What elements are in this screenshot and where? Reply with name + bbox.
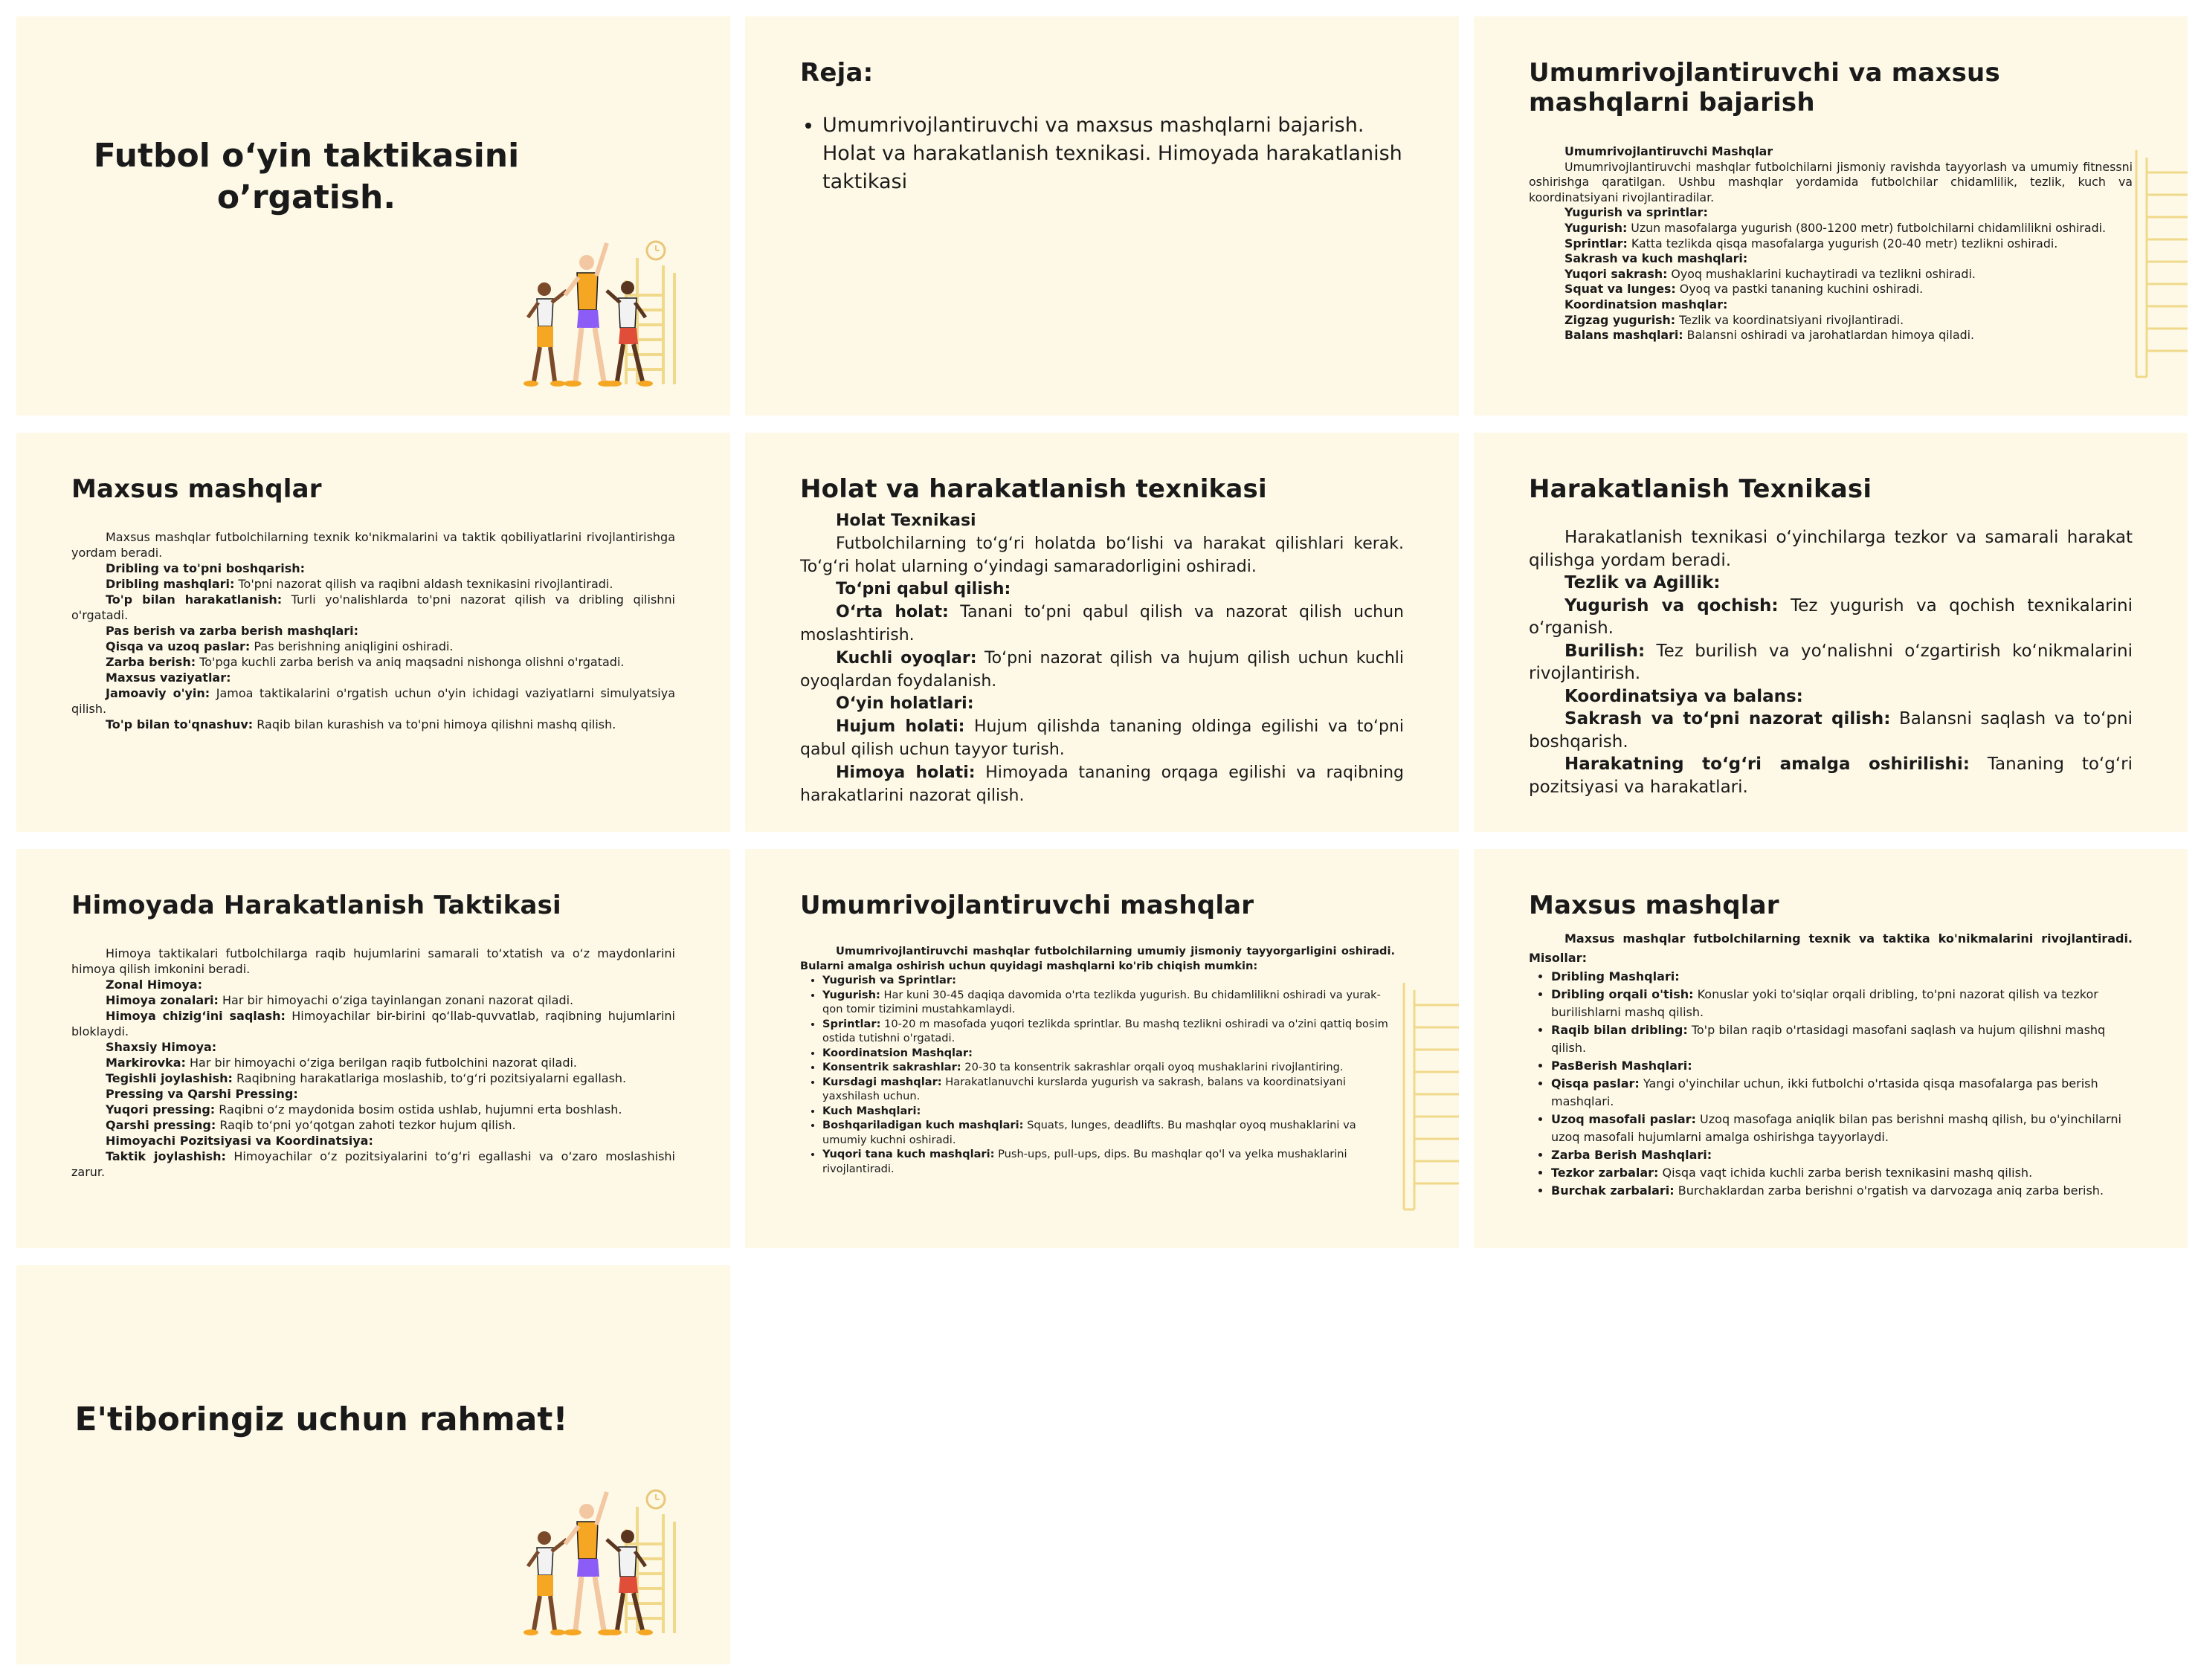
text-line: Sakrash va to‘pni nazorat qilish: Balansni saqlash va to‘pni boshqarish.	[1529, 709, 2133, 752]
wall-bars-icon	[1399, 983, 1459, 1213]
exercise-list	[800, 973, 1395, 1176]
slide-body	[1529, 929, 2133, 1200]
text-line: Balans mashqlari: Balansni oshiradi va jarohatlardan himoya qiladi.	[1564, 328, 1975, 343]
slide-body	[800, 510, 1404, 807]
slide-5	[745, 433, 1459, 832]
slide-4	[16, 433, 730, 832]
text-line: Umumrivojlantiruvchi Mashqlar	[1564, 144, 1773, 158]
text-line: Yugurish va qochish: Tez yugurish va qochish texnikalarini o‘rganish.	[1529, 595, 2133, 638]
text-line: Taktik joylashish: Himoyachilar o‘z pozitsiyalarini to‘g‘ri egallashi va o‘zaro moslashishi zarur.	[71, 1149, 676, 1179]
slide-8	[745, 849, 1459, 1248]
text-line: Koordinatsiya va balans:	[1564, 686, 1803, 706]
text-line: Tezlik va Agillik:	[1564, 573, 1721, 592]
list-item: • PasBerish Mashqlari:	[1551, 1057, 2133, 1075]
text-line: Himoya chizig‘ini saqlash: Himoyachilar bir-birini qo‘llab-quvvatlab, raqibning hujumlarini bloklaydi.	[71, 1009, 675, 1038]
slide-title: Futbol o‘yin taktikasini o’rgatish.	[93, 137, 520, 216]
text-line: Zarba berish: To'pga kuchli zarba berish va aniq maqsadni nishonga olishni o'rgatadi.	[106, 655, 625, 669]
slide-title: Maxsus mashqlar	[1529, 891, 1779, 920]
slide-6	[1474, 433, 2188, 832]
list-item: • Kursdagi mashqlar: Harakatlanuvchi kurslarda yugurish va sakrash, balans va koordinatsiyani yaxshilash uchun.	[822, 1075, 1395, 1104]
list-item: • Yugurish va Sprintlar:	[822, 973, 1395, 988]
text-line: Squat va lunges: Oyoq va pastki tananing kuchini oshiradi.	[1564, 282, 1924, 297]
text-line: To'p bilan to'qnashuv: Raqib bilan kurashish va to'pni himoya qilishni mashq qilish.	[106, 717, 616, 731]
text-line: Yugurish: Uzun masofalarga yugurish (800-1200 metr) futbolchilarni chidamlilikni oshiradi.	[1564, 220, 2107, 235]
slide-2	[745, 16, 1459, 416]
list-item: • Kuch Mashqlari:	[822, 1104, 1395, 1119]
text-line: O‘rta holat: Tanani to‘pni qabul qilish va nazorat qilish uchun moslashtirish.	[800, 603, 1404, 644]
slide-body	[1529, 526, 2133, 798]
text-line: Markirovka: Har bir himoyachi o‘ziga berilgan raqib futbolchini nazorat qiladi.	[106, 1056, 577, 1070]
list-item: • Konsentrik sakrashlar: 20-30 ta konsentrik sakrashlar orqali oyoq mushaklarini rivojlantiring.	[822, 1060, 1395, 1075]
text-line: Dribling va to'pni boshqarish:	[106, 561, 306, 575]
list-item: • Burchak zarbalari: Burchaklardan zarba berishni o'rgatish va darvozaga aniq zarba berish.	[1551, 1182, 2133, 1200]
list-item: • Sprintlar: 10-20 m masofada yuqori tezlikda sprintlar. Bu mashq tezlikni oshiradi va o'zini qattiq bosim ostida tutishni o'rgatadi.	[822, 1017, 1395, 1046]
text-line: Maxsus vaziyatlar:	[106, 671, 231, 685]
text-line: Futbolchilarning to‘g‘ri holatda bo‘lishi va harakat qilishlari kerak. To‘g‘ri holat ularning o‘yindagi samaradorligini oshiradi.	[800, 534, 1404, 576]
text-line: Yugurish va sprintlar:	[1564, 205, 1708, 220]
slide-title: Maxsus mashqlar	[71, 474, 322, 504]
text-line: Yuqori sakrash: Oyoq mushaklarini kuchaytiradi va tezlikni oshiradi.	[1564, 266, 1976, 281]
slide-title: Holat va harakatlanish texnikasi	[800, 474, 1267, 504]
text-line: Qarshi pressing: Raqib to‘pni yo‘qotgan zahoti tezkor hujum qilish.	[106, 1118, 516, 1132]
list-item: • Boshqariladigan kuch mashqlari: Squats, lunges, deadlifts. Bu mashqlar oyoq mushaklarini va umumiy kuchni oshiradi.	[822, 1118, 1395, 1147]
text-line: Tegishli joylashish: Raqibning harakatlariga moslashib, to‘g‘ri pozitsiyalarni egallash.	[106, 1071, 627, 1085]
list-item: • Uzoq masofali paslar: Uzoq masofaga aniqlik bilan pas berishni mashq qilish, bu o'yinchilarni uzoq masofali hujumlarni amalga oshirishga tayyorlaydi.	[1551, 1111, 2133, 1146]
text-line: Himoya holati: Himoyada tananing orqaga egilishi va raqibning harakatlarini nazorat qilish.	[800, 763, 1404, 805]
people-exercising-illustration	[515, 236, 693, 392]
text-line: Harakatlanish texnikasi o‘yinchilarga tezkor va samarali harakat qilishga yordam beradi.	[1529, 528, 2133, 570]
text-line: Koordinatsion mashqlar:	[1564, 297, 1728, 311]
slide-body	[1529, 144, 2133, 343]
text-line: Himoya zonalari: Har bir himoyachi o‘ziga tayinlangan zonani nazorat qiladi.	[106, 993, 574, 1007]
exercise-list	[1529, 968, 2133, 1200]
slide-title: Harakatlanish Texnikasi	[1529, 474, 1872, 504]
slide-title: Umumrivojlantiruvchi mashqlar	[800, 891, 1254, 920]
text-line: Hujum holati: Hujum qilishda tananing oldinga egilishi va to‘pni qabul qilish uchun tayyor turish.	[800, 717, 1404, 759]
slide-3	[1474, 16, 2188, 416]
list-item: • Raqib bilan dribling: To'p bilan raqib o'rtasidagi masofani saqlash va hujum qilishni mashq qilish.	[1551, 1021, 2133, 1057]
text-line: Umumrivojlantiruvchi mashqlar futbolchilarni jismoniy ravishda tayyorlash va umumiy fitnessni oshirishga qaratilgan. Ushbu mashqlar yordamida futbolchilar chidamlilik, tezlik, kuch va koordinatsiyani rivojlantiradilar.	[1529, 159, 2133, 204]
text-line: Dribling mashqlari: To'pni nazorat qilish va raqibni aldash texnikasini rivojlantiradi.	[106, 577, 613, 591]
agenda-list	[800, 112, 1410, 196]
list-item: • Yugurish: Har kuni 30-45 daqiqa davomida o'rta tezlikda yugurish. Bu chidamlilikni oshiradi va yurak-qon tomir tizimini mustahkamlaydi.	[822, 988, 1395, 1017]
slide-body	[71, 529, 675, 732]
slide-title: Reja:	[800, 58, 874, 88]
text-line: Himoyachi Pozitsiyasi va Koordinatsiya:	[106, 1134, 373, 1148]
text-line: Shaxsiy Himoya:	[106, 1040, 217, 1054]
text-line: Holat Texnikasi	[836, 511, 976, 530]
text-line: Burilish: Tez burilish va yo‘nalishni o‘zgartirish ko‘nikmalarini rivojlantirish.	[1529, 641, 2133, 683]
intro-text: Maxsus mashqlar futbolchilarning texnik va taktika ko'nikmalarini rivojlantiradi. Misollar:	[1529, 931, 2133, 965]
people-exercising-illustration	[515, 1484, 693, 1641]
text-line: Yuqori pressing: Raqibni o‘z maydonida bosim ostida ushlab, hujumni erta boshlash.	[106, 1102, 622, 1117]
text-line: Zonal Himoya:	[106, 978, 202, 992]
slide-title: Umumrivojlantiruvchi va maxsus mashqlarni bajarish	[1529, 58, 2000, 117]
text-line: Maxsus mashqlar futbolchilarning texnik ko'nikmalarini va taktik qobiliyatlarini rivojlantirishga yordam beradi.	[71, 530, 675, 560]
list-item: • Tezkor zarbalar: Qisqa vaqt ichida kuchli zarba berish texnikasini mashq qilish.	[1551, 1164, 2133, 1182]
list-item: • Yuqori tana kuch mashqlari: Push-ups, pull-ups, dips. Bu mashqlar qo'l va yelka mushaklarini rivojlantiradi.	[822, 1147, 1395, 1176]
text-line: Pressing va Qarshi Pressing:	[106, 1087, 298, 1101]
slide-title: E'tiboringiz uchun rahmat!	[74, 1400, 568, 1438]
slide-10	[16, 1265, 730, 1664]
text-line: To'p bilan harakatlanish: Turli yo'nalishlarda to'pni nazorat qilish va dribling qilishni o'rgatadi.	[71, 592, 676, 622]
text-line: Pas berish va zarba berish mashqlari:	[106, 624, 359, 638]
text-line: Jamoaviy o'yin: Jamoa taktikalarini o'rgatish uchun o'yin ichidagi vaziyatlarni simulyatsiya qilish.	[71, 686, 675, 716]
text-line: Qisqa va uzoq paslar: Pas berishning aniqligini oshiradi.	[106, 639, 454, 653]
slide-body	[800, 944, 1395, 1176]
slide-7	[16, 849, 730, 1248]
list-item: • Zarba Berish Mashqlari:	[1551, 1146, 2133, 1164]
text-line: Kuchli oyoqlar: To‘pni nazorat qilish va hujum qilish uchun kuchli oyoqlardan foydalanish.	[800, 648, 1404, 691]
text-line: To‘pni qabul qilish:	[836, 580, 1011, 599]
intro-text: Umumrivojlantiruvchi mashqlar futbolchilarning umumiy jismoniy tayyorgarligini oshiradi. Bularni amalga oshirish uchun quyidagi mashqlarni ko'rib chiqish mumkin:	[800, 945, 1395, 972]
list-item: • Dribling Mashqlari:	[1551, 968, 2133, 986]
list-item: • Umumrivojlantiruvchi va maxsus mashqlarni bajarish. Holat va harakatlanish texnikasi. Himoyada harakatlanish taktikasi	[822, 112, 1410, 196]
text-line: Sakrash va kuch mashqlari:	[1564, 251, 1748, 266]
slide-body	[800, 112, 1410, 196]
wall-bars-icon	[2132, 150, 2188, 381]
list-item: • Koordinatsion Mashqlar:	[822, 1046, 1395, 1061]
list-item: • Dribling orqali o'tish: Konuslar yoki to'siqlar orqali dribling, to'pni nazorat qilish va tezkor burilishlarni mashq qilish.	[1551, 986, 2133, 1021]
slide-title: Himoyada Harakatlanish Taktikasi	[71, 891, 561, 920]
text-line: Himoya taktikalari futbolchilarga raqib hujumlarini samarali to‘xtatish va o‘z maydonlarini himoya qilish imkonini beradi.	[71, 946, 675, 976]
text-line: O‘yin holatlari:	[836, 694, 974, 714]
slide-9	[1474, 849, 2188, 1248]
text-line: Sprintlar: Katta tezlikda qisqa masofalarga yugurish (20-40 metr) tezlikni oshiradi.	[1564, 236, 2058, 251]
slide-1	[16, 16, 730, 416]
text-line: Harakatning to‘g‘ri amalga oshirilishi: Tananing to‘g‘ri pozitsiyasi va harakatlari.	[1529, 755, 2133, 797]
slide-body	[71, 946, 675, 1180]
text-line: Zigzag yugurish: Tezlik va koordinatsiyani rivojlantiradi.	[1564, 312, 1904, 327]
list-item: • Qisqa paslar: Yangi o'yinchilar uchun, ikki futbolchi o'rtasida qisqa masofalarga pas berish mashqlari.	[1551, 1075, 2133, 1111]
